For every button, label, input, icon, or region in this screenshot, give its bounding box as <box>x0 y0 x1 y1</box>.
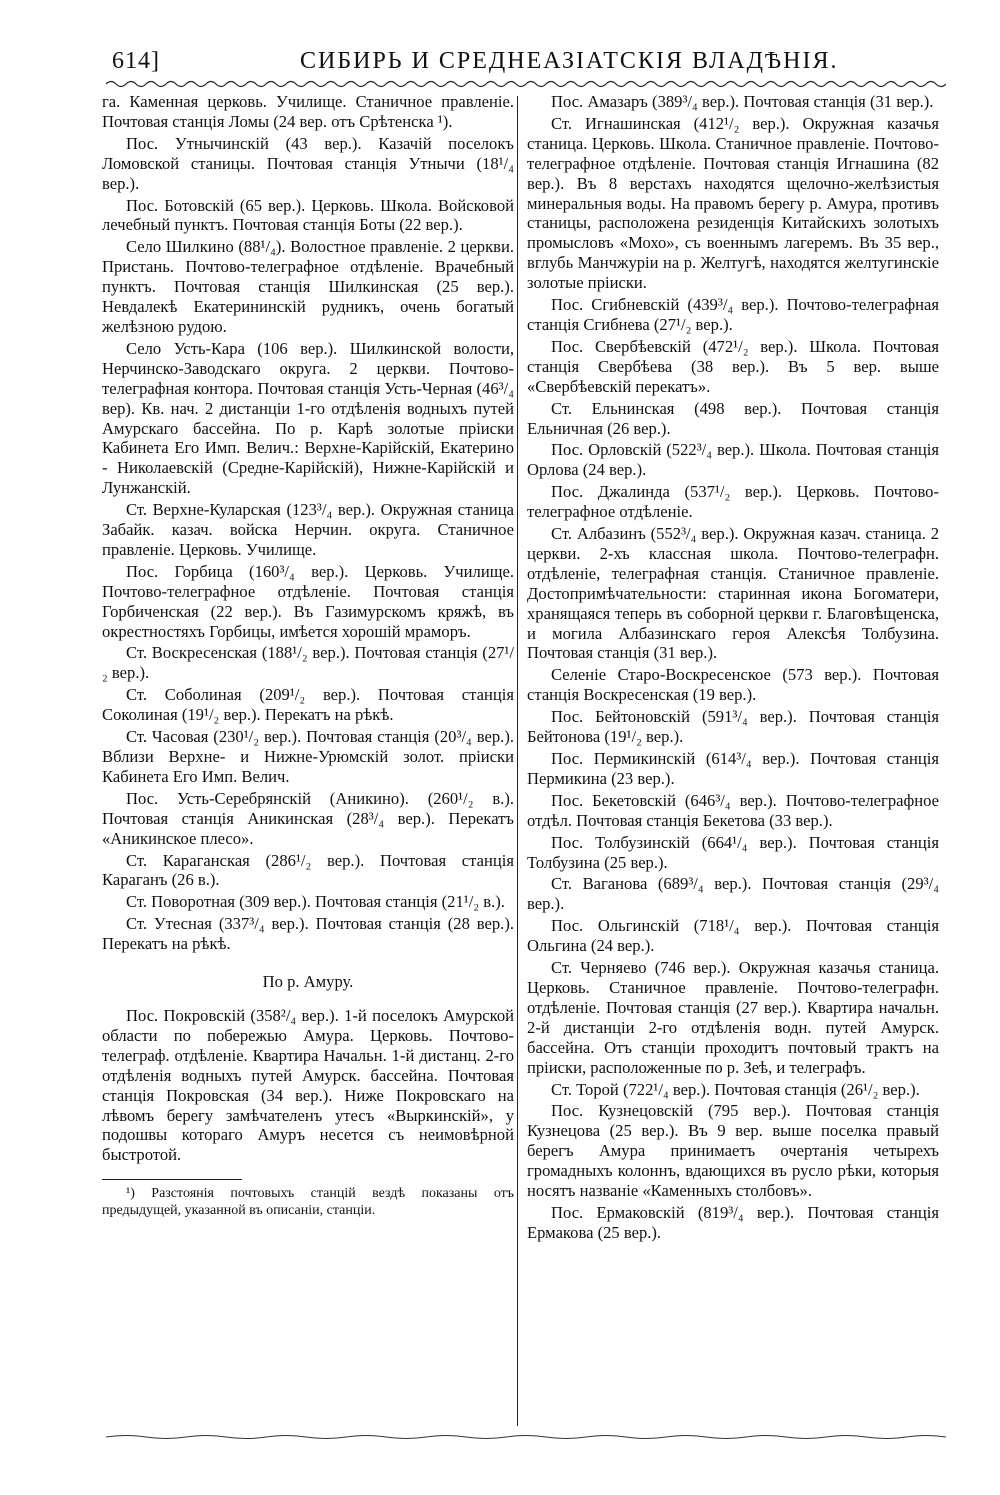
paragraph: Ст. Часовая (230¹/₂ вер.). Почтовая станція (20³/₄ вер.). Вблизи Верхне- и Нижне-Урюмскій золот. пріиски Кабинета Его Имп. Велич. <box>102 727 514 786</box>
paragraph: Ст. Верхне-Куларская (123³/₄ вер.). Окружная станица Забайк. казач. войска Нерчин. округа. Станичное правленіе. Церковь. Училище. <box>102 500 514 559</box>
paragraph: Пос. Кузнецовскій (795 вер.). Почтовая станція Кузнецова (25 вер.). Въ 9 вер. выше поселка правый берегъ Амура принимаетъ очертанія четырехъ громадныхъ колоннъ, вдающихся въ русло рѣки, которыя носятъ названіе «Каменныхъ столбовъ». <box>527 1101 939 1201</box>
right-column <box>527 92 939 1245</box>
paragraph: Ст. Поворотная (309 вер.). Почтовая станція (21¹/₂ в.). <box>126 892 505 912</box>
paragraph: Пос. Покровскій (358²/₄ вер.). 1-й поселокъ Амурской области по побережью Амура. Церковь. Почтово-телеграф. отдѣленіе. Квартира Начальн. 1-й дистанц. 2-го отдѣленія водныхъ путей Амурск. бассейна. Почтовая станція Покровская (34 вер.). Ниже Покровскаго на лѣвомъ берегу замѣчателенъ утесъ «Выркинскій», у подошвы котораго Амуръ несется съ неимовѣрной быстротой. <box>102 1005 514 1165</box>
paragraph: Село Шилкино (88¹/₄). Волостное правленіе. 2 церкви. Пристань. Почтово-телеграфное отдѣленіе. Врачебный пунктъ. Почтовая станція Шилкинская (25 вер.). Невдалекѣ Екатерининскій рудникъ, очень богатый желѣзною рудою. <box>102 237 514 336</box>
paragraph: Ст. Воскресенская (188¹/₂ вер.). Почтовая станція (27¹/₂ вер.). <box>102 643 514 683</box>
bottom-wavy-rule <box>106 1432 946 1442</box>
section-heading: По р. Амуру. <box>262 972 354 992</box>
paragraph: Ст. Албазинъ (552³/₄ вер.). Окружная казач. станица. 2 церкви. 2-хъ классная школа. Почтово-телеграфн. отдѣленіе, телеграфная станція. Станичное правленіе. Достопримѣчательности: старинная икона Богоматери, хранящаяся теперь въ соборной церкви г. Благовѣщенска, и могила Албазинскаго героя Алексѣя Толбузина. Почтовая станція (31 вер.). <box>527 524 939 663</box>
paragraph: Пос. Горбица (160³/₄ вер.). Церковь. Училище. Почтово-телеграфное отдѣленіе. Почтовая станція Горбиченская (22 вер.). Въ Газимурскомъ кряжѣ, въ окрестностяхъ Горбицы, имѣется хорошій мраморъ. <box>102 561 514 641</box>
page-number: 614] <box>112 48 160 74</box>
header-wavy-rule <box>106 78 946 90</box>
paragraph: Пос. Сгибневскій (439³/₄ вер.). Почтово-телеграфная станція Сгибнева (27¹/₂ вер.). <box>527 295 939 334</box>
paragraph: Селеніе Старо-Воскресенское (573 вер.). Почтовая станція Воскресенская (19 вер.). <box>527 665 939 705</box>
paragraph: Пос. Ольгинскій (718¹/₄ вер.). Почтовая станція Ольгина (24 вер.). <box>527 916 939 956</box>
paragraph: Пос. Джалинда (537¹/₂ вер.). Церковь. Почтово-телеграфное отдѣленіе. <box>527 482 939 522</box>
footnote: ¹) Разстоянія почтовыхъ станцій вездѣ показаны отъ предыдущей, указанной въ описаніи, станціи. <box>102 1186 514 1218</box>
paragraph: Ст. Игнашинская (412¹/₂ вер.). Окружная казачья станица. Церковь. Школа. Станичное правленіе. Почтово-телеграфное отдѣленіе. Почтовая станція Игнашина (82 вер.). Въ 8 верстахъ находятся щелочно-желѣзистыя минеральныя воды. На правомъ берегу р. Амура, противъ станицы, расположена резиденція Китайскихъ золотыхъ промысловъ «Мохо», съ военнымъ лагеремъ. Въ 35 вер., вглубь Манчжуріи на р. Желтугѣ, находятся желтугинскіе золотые пріиски. <box>527 113 939 293</box>
paragraph: Пос. Толбузинскій (664¹/₄ вер.). Почтовая станція Толбузина (25 вер.). <box>527 832 939 872</box>
paragraph: Ст. Утесная (337³/₄ вер.). Почтовая станція (28 вер.). Перекатъ на рѣкѣ. <box>102 914 514 954</box>
paragraph: Пос. Орловскій (522³/₄ вер.). Школа. Почтовая станція Орлова (24 вер.). <box>527 440 939 480</box>
paragraph: Пос. Ботовскій (65 вер.). Церковь. Школа. Войсковой лечебный пунктъ. Почтовая станція Боты (22 вер.). <box>102 195 514 235</box>
paragraph: га. Каменная церковь. Училище. Станичное правленіе. Почтовая станція Ломы (24 вер. отъ Срѣтенска ¹). <box>102 92 514 131</box>
column-divider <box>517 96 518 1426</box>
paragraph: Пос. Усть-Серебрянскій (Аникино). (260¹/₂ в.). Почтовая станція Аникинская (28³/₄ вер.). Перекатъ «Аникинское плесо». <box>102 788 514 848</box>
paragraph: Ст. Торой (722¹/₄ вер.). Почтовая станція (26¹/₂ вер.). <box>551 1079 920 1099</box>
left-column <box>102 92 514 1221</box>
paragraph: Ст. Караганская (286¹/₂ вер.). Почтовая станція Караганъ (26 в.). <box>102 850 514 890</box>
paragraph: Пос. Бекетовскій (646³/₄ вер.). Почтово-телеграфное отдѣл. Почтовая станція Бекетова (33 вер.). <box>527 790 939 830</box>
paragraph: Пос. Бейтоновскій (591³/₄ вер.). Почтовая станція Бейтонова (19¹/₂ вер.). <box>527 707 939 747</box>
paragraph: Пос. Амазаръ (389³/₄ вер.). Почтовая станція (31 вер.). <box>551 92 934 111</box>
paragraph: Ст. Черняево (746 вер.). Окружная казачья станица. Церковь. Станичное правленіе. Почтово-телеграфн. отдѣленіе. Почтовая станція (27 вер.). Квартира начальн. 2-й дистанціи 2-го отдѣленія водн. путей Амурск. бассейна. Отъ станціи проходитъ почтовый трактъ на пріиски, расположенные по р. Зеѣ, и телеграфъ. <box>527 958 939 1077</box>
footnote-rule <box>102 1179 242 1180</box>
paragraph: Пос. Свербѣевскій (472¹/₂ вер.). Школа. Почтовая станція Свербѣева (38 вер.). Въ 5 вер. выше «Свербѣевскій перекатъ». <box>527 336 939 396</box>
running-title: СИБИРЬ И СРЕДНЕАЗIАТСКIЯ ВЛАДѢНIЯ. <box>300 48 839 74</box>
paragraph: Ст. Ельнинская (498 вер.). Почтовая станція Ельничная (26 вер.). <box>527 398 939 438</box>
paragraph: Ст. Ваганова (689³/₄ вер.). Почтовая станція (29³/₄ вер.). <box>527 874 939 914</box>
paragraph: Село Усть-Кара (106 вер.). Шилкинской волости, Нерчинско-Заводскаго округа. 2 церкви. Почтово-телеграфная контора. Почтовая станція Усть-Черная (46³/₄ вер). Кв. нач. 2 дистанціи 1-го отдѣленія водныхъ путей Амурскаго бассейна. По р. Карѣ золотые пріиски Кабинета Его Имп. Велич.: Верхне-Карійскій, Екатерино - Николаевскій (Средне-Карійскій), Нижне-Карійскій и Лунжанскій. <box>102 338 514 498</box>
paragraph: Ст. Соболиная (209¹/₂ вер.). Почтовая станція Соколиная (19¹/₂ вер.). Перекатъ на рѣкѣ. <box>102 685 514 725</box>
paragraph: Пос. Пермикинскій (614³/₄ вер.). Почтовая станція Пермикина (23 вер.). <box>527 749 939 788</box>
paragraph: Пос. Ермаковскій (819³/₄ вер.). Почтовая станція Ермакова (25 вер.). <box>527 1202 939 1242</box>
paragraph: Пос. Утнычинскій (43 вер.). Казачій поселокъ Ломовской станицы. Почтовая станція Утнычи (18¹/₄ вер.). <box>102 133 514 193</box>
